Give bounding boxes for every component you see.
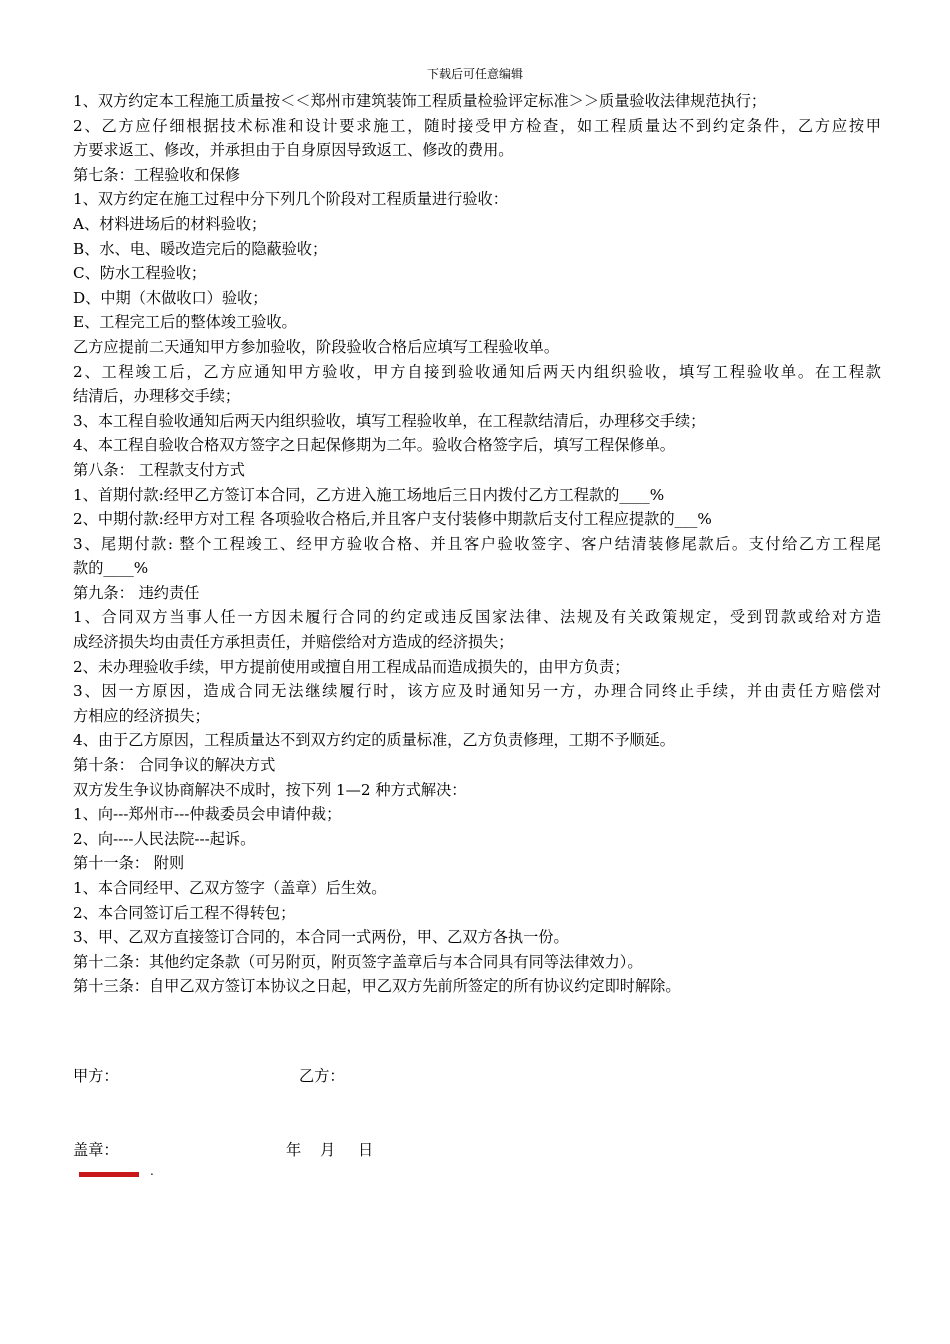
text-line: 第七条：工程验收和保修 bbox=[73, 165, 241, 184]
text-line: A、材料进场后的材料验收； bbox=[73, 214, 267, 233]
text-line: 4、本工程自验收合格双方签字之日起保修期为二年。验收合格签字后，填写工程保修单。 bbox=[73, 436, 675, 455]
text-line: 2、中期付款:经甲方对工程 各项验收合格后,并且客户支付装修中期款后支付工程应提款的___% bbox=[73, 510, 712, 529]
text-line: 2、工程竣工后，乙方应通知甲方验收，甲方自接到验收通知后两天内组织验收，填写工程验收单。在工程款 bbox=[73, 362, 881, 381]
text-line: 1、双方约定本工程施工质量按＜＜郑州市建筑装饰工程质量检验评定标准＞＞质量验收法律规范执行； bbox=[73, 92, 767, 110]
seal-label: 盖章： bbox=[73, 1141, 119, 1159]
page-header: 下载后可任意编辑 bbox=[426, 67, 523, 81]
text-line: 方相应的经济损失； bbox=[73, 706, 210, 725]
text-line: 成经济损失均由责任方承担责任，并赔偿给对方造成的经济损失； bbox=[73, 633, 514, 652]
text-line: 1、双方约定在施工过程中分下列几个阶段对工程质量进行验收： bbox=[73, 190, 508, 209]
text-line: 3、本工程自验收通知后两天内组织验收，填写工程验收单，在工程款结清后，办理移交手续； bbox=[73, 411, 706, 430]
party-b-label: 乙方： bbox=[299, 1067, 345, 1085]
text-line: 4、由于乙方原因，工程质量达不到双方约定的质量标准，乙方负责修理，工期不予顺延。 bbox=[73, 731, 675, 750]
contract-body bbox=[73, 89, 881, 999]
text-line: 双方发生争议协商解决不成时，按下列 1—2 种方式解决： bbox=[73, 780, 467, 799]
text-line: 乙方应提前二天通知甲方参加验收，阶段验收合格后应填写工程验收单。 bbox=[73, 337, 559, 356]
text-line: 1、首期付款:经甲乙方签订本合同，乙方进入施工场地后三日内拨付乙方工程款的____% bbox=[73, 485, 665, 504]
text-line: 第十条： 合同争议的解决方式 bbox=[73, 756, 276, 775]
text-line: B、水、电、暖改造完后的隐蔽验收； bbox=[73, 239, 328, 258]
text-line: 2、向----人民法院---起诉。 bbox=[73, 829, 256, 848]
text-line: 结清后，办理移交手续； bbox=[73, 387, 241, 406]
text-line: 第九条： 违约责任 bbox=[73, 583, 200, 602]
text-line: 3、甲、乙双方直接签订合同的，本合同一式两份，甲、乙双方各执一份。 bbox=[73, 928, 569, 947]
text-line: 款的____% bbox=[73, 559, 149, 578]
date-month-label: 月 bbox=[320, 1141, 336, 1159]
text-line: 3、尾期付款: 整个工程竣工、经甲方验收合格、并且客户验收签字、客户结清装修尾款后。支付给乙方工程尾 bbox=[73, 534, 881, 553]
text-line: C、防水工程验收； bbox=[73, 264, 207, 283]
footer-dot: . bbox=[150, 1164, 154, 1178]
date-year-label: 年 bbox=[286, 1141, 302, 1159]
date-day-label: 日 bbox=[358, 1141, 374, 1159]
text-line: 2、未办理验收手续，甲方提前使用或擅自用工程成品而造成损失的，由甲方负责； bbox=[73, 657, 630, 676]
text-line: D、中期（木做收口）验收； bbox=[73, 288, 268, 307]
text-line: 方要求返工、修改，并承担由于自身原因导致返工、修改的费用。 bbox=[73, 141, 514, 160]
text-line: 第十一条： 附则 bbox=[73, 854, 185, 873]
text-line: E、工程完工后的整体竣工验收。 bbox=[73, 313, 297, 332]
text-line: 2、乙方应仔细根据技术标准和设计要求施工，随时接受甲方检查，如工程质量达不到约定条件，乙方应按甲 bbox=[73, 116, 881, 135]
text-line: 第十二条：其他约定条款（可另附页，附页签字盖章后与本合同具有同等法律效力）。 bbox=[73, 952, 643, 971]
text-line: 第十三条：自甲乙双方签订本协议之日起，甲乙双方先前所签定的所有协议约定即时解除。 bbox=[73, 977, 681, 996]
text-line: 2、本合同签订后工程不得转包； bbox=[73, 903, 296, 922]
text-line: 第八条： 工程款支付方式 bbox=[73, 460, 245, 479]
text-line: 1、本合同经甲、乙双方签字（盖章）后生效。 bbox=[73, 879, 387, 897]
text-line: 1、向---郑州市---仲裁委员会申请仲裁； bbox=[73, 805, 342, 824]
party-a-label: 甲方： bbox=[73, 1067, 119, 1085]
text-line: 3、因一方原因，造成合同无法继续履行时，该方应及时通知另一方，办理合同终止手续，并由责任方赔偿对 bbox=[73, 682, 881, 701]
red-decoration-bar bbox=[79, 1172, 139, 1177]
text-line: 1、合同双方当事人任一方因未履行合同的约定或违反国家法律、法规及有关政策规定，受到罚款或给对方造 bbox=[73, 608, 881, 627]
